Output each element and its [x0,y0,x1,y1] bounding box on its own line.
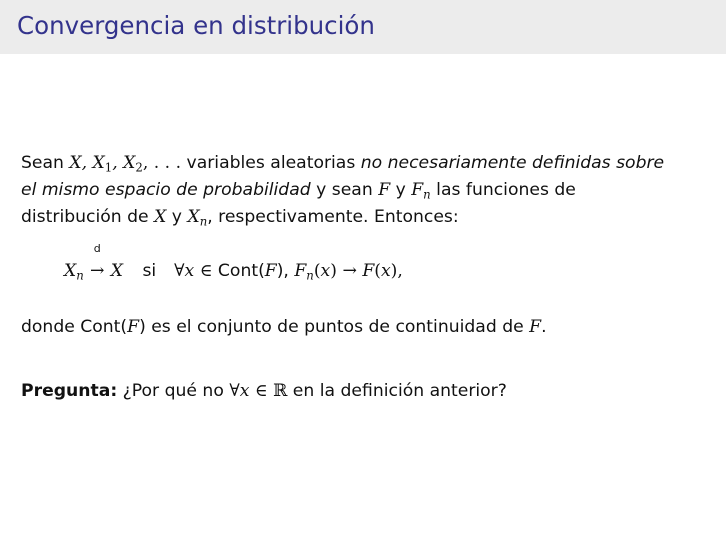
text-run: en la definición anterior? [287,381,507,401]
frame-title: Convergencia en distribución [17,11,375,40]
math-run: ), [390,261,403,281]
question-line [21,378,507,404]
text-run: distribución de [21,207,155,227]
text-run: variables aleatorias [181,153,361,173]
math-run: F [264,261,277,281]
math-run: F [529,317,542,337]
math-run: F [127,317,140,337]
math-run: F [378,180,391,200]
math-run: ( [313,261,321,281]
emphasis-text: no necesariamente definidas sobre [360,153,665,173]
text-run: y [166,207,188,227]
question-label: Pregunta: [21,381,118,401]
text-run: y sean [310,180,379,200]
text-run: . [541,317,547,337]
paragraph-continuity [21,314,547,340]
text-run: , respectivamente. Entonces: [207,207,459,227]
frame-title-bar [0,0,726,54]
math-run: , . . . [142,153,182,173]
forall-symbol: ∀ [229,381,240,401]
math-run: x [380,261,391,281]
element-of-symbol: ∈ [199,261,213,281]
subscript: 1 [104,160,113,175]
math-run: X [64,261,77,281]
text-run: Sean [21,153,70,173]
text-run: las funciones de [430,180,576,200]
paragraph-line-2 [21,177,576,203]
arrow-label: d [93,242,101,255]
math-run: x [184,261,195,281]
math-run: x [320,261,331,281]
element-of-symbol: ∈ [249,381,274,401]
math-run: F [294,261,307,281]
text-run: si [142,261,157,281]
math-run: , X [112,153,136,173]
math-run: ( [374,261,381,281]
converges-in-distribution-arrow [89,242,105,284]
arrow-glyph: → [90,261,105,281]
math-run: F [362,261,375,281]
paragraph-line-1 [21,150,664,176]
display-formula [64,242,403,284]
text-run: y [390,180,412,200]
math-run: X [187,207,200,227]
emphasis-text: el mismo espacio de probabilidad [21,180,311,200]
subscript: n [423,187,431,202]
math-run: x [239,381,250,401]
subscript: 2 [135,160,143,175]
text-run: ) es el conjunto de puntos de continuidad de [139,317,530,337]
subscript: n [76,268,84,283]
text-run: Cont( [217,261,265,281]
text-run: ¿Por qué no [117,381,230,401]
reals-symbol: ℝ [273,381,288,401]
math-run: X [110,261,123,281]
arrow-glyph: → [342,261,357,281]
subscript: n [199,214,208,229]
subscript: n [306,268,314,283]
math-run: F [411,180,424,200]
paragraph-line-3 [21,204,459,230]
math-run: X [154,207,167,227]
text-run: ), [276,261,289,281]
math-run: X, X [69,153,105,173]
forall-symbol: ∀ [174,261,185,281]
math-run: ) [330,261,337,281]
text-run: donde Cont( [21,317,128,337]
